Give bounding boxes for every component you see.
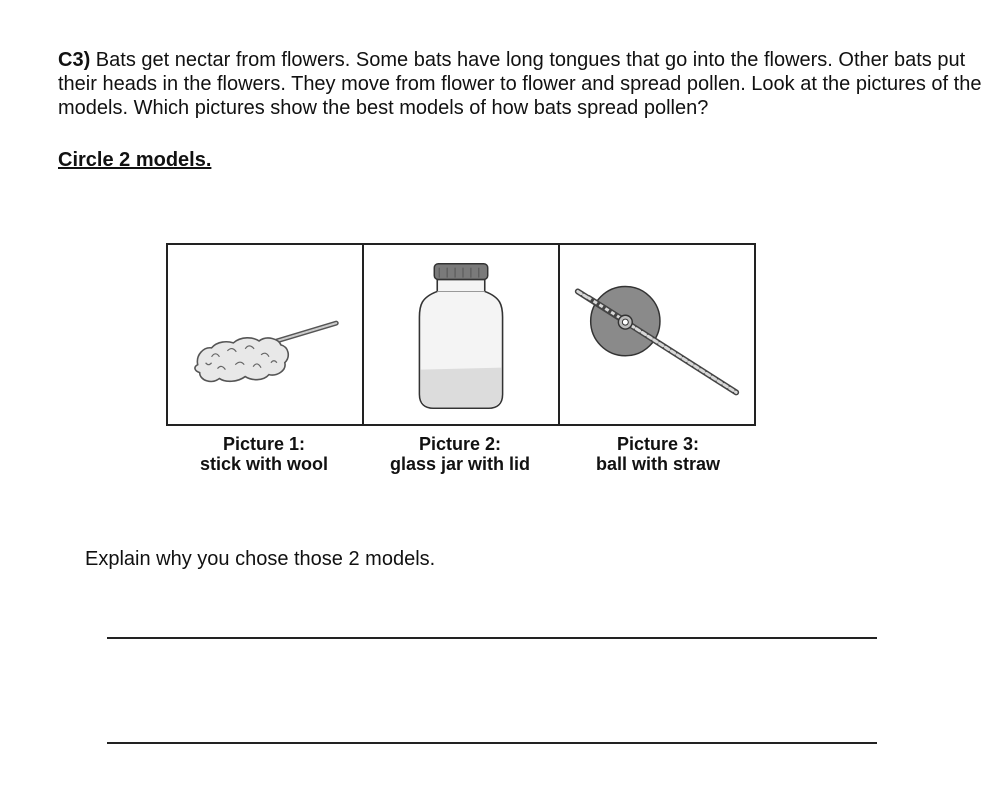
caption-1 [166, 434, 362, 474]
model-cell-2[interactable] [364, 245, 560, 424]
stick-with-wool-icon [168, 245, 362, 424]
caption-1-title: Picture 1: [222, 434, 306, 454]
caption-2-title: Picture 2: [418, 434, 502, 454]
caption-3-subtitle: ball with straw [595, 454, 721, 474]
caption-3 [560, 434, 756, 474]
caption-2 [362, 434, 558, 474]
question-text [58, 48, 988, 120]
explain-prompt: Explain why you chose those 2 models. [85, 548, 436, 570]
model-cell-3[interactable] [560, 245, 754, 424]
glass-jar-icon [364, 245, 558, 424]
models-table [166, 243, 756, 426]
question-label: C3) [58, 49, 91, 71]
instruction: Circle 2 models. [58, 149, 212, 171]
caption-2-subtitle: glass jar with lid [389, 454, 531, 474]
answer-line-2[interactable] [107, 742, 877, 744]
answer-line-1[interactable] [107, 637, 877, 639]
model-cell-1[interactable] [168, 245, 364, 424]
ball-with-straw-icon [560, 245, 754, 424]
caption-1-subtitle: stick with wool [199, 454, 328, 474]
caption-3-title: Picture 3: [616, 434, 700, 454]
question-body: Bats get nectar from flowers. Some bats have long tongues that go into the flowers. Other bats put their heads in the flowers. They move from flower to flower and spread pollen. Look at the pictures of the models. Which pictures show the best models of how bats spread pollen? [58, 49, 982, 119]
